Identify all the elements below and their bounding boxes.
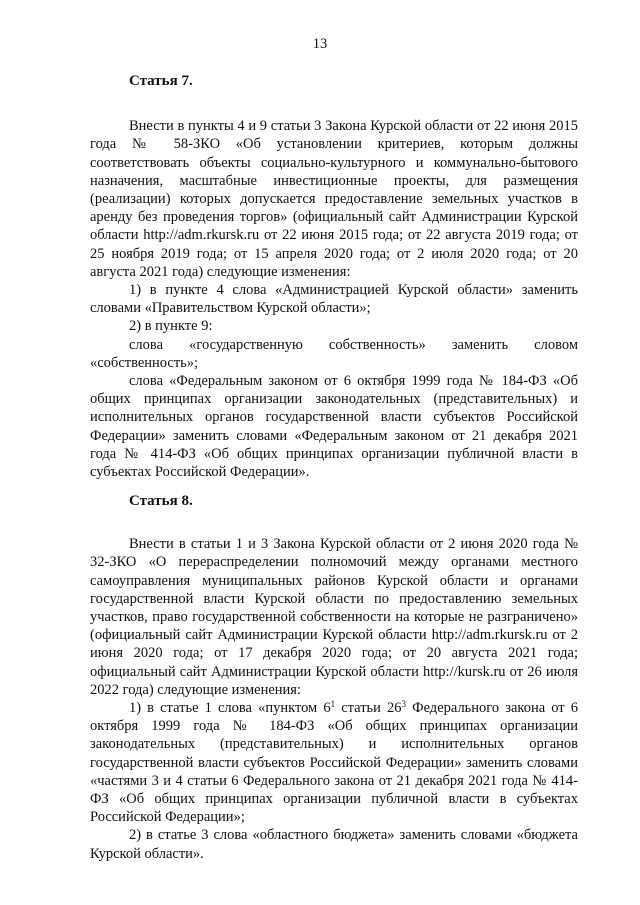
article-8-intro: Внести в статьи 1 и 3 Закона Курской области от 2 июня 2020 года № 32-ЗКО «О перераспределении полномочий между органами местного самоуправления муниципальных районов Курской области и органами государственной власти Курской области по предоставлению земельных участков, право государственной собственности на которые не разграничено» (официальный сайт Администрации Курской области http://adm.rkursk.ru от 2 июня 2020 года; от 17 декабря 2020 года; от 20 августа 2021 года; официальный сайт Администрации Курской области http://kursk.ru от 26 июля 2022 года) следующие изменения: [90,536,578,698]
page-number: 13 [312,36,328,52]
article-7-item-2-a: слова «государственную собственность» заменить словом «собственность»; [90,336,578,371]
article-8-item-1-pre: 1) в статье 1 слова «пунктом 6 [129,700,331,717]
article-7-intro: Внести в пункты 4 и 9 статьи 3 Закона Курской области от 22 июня 2015 года № 58-ЗКО «Об установлении критериев, которым должны соответствовать объекты социально-культурного и коммунально-бытового назначения, масштабные инвестиционные проекты, для размещения (реализации) которых допускается предоставление земельных участков в аренду без проведения торгов» (официальный сайт Администрации Курской области http://adm.rkursk.ru от 22 июня 2015 года; от 22 августа 2019 года; от 25 ноября 2019 года; от 15 апреля 2020 года; от 2 июля 2020 года; от 20 августа 2021 года) следующие изменения: [90,118,578,280]
article-8-item-1-mid: статьи 26 [335,700,402,717]
article-8-item-1-sup-2: 3 [401,699,407,710]
article-8-item-1 [90,699,578,826]
article-7 [90,72,578,481]
article-8 [90,492,578,863]
article-7-title: Статья 7. [129,73,193,89]
article-8-body [90,535,578,863]
article-8-item-1-post: Федерального закона от 6 октября 1999 года № 184-ФЗ «Об общих принципах организации законодательных (представительных) и исполнительных органов государственной власти субъектов Российской Федерации» заменить словами «частями 3 и 4 статьи 6 Федерального закона от 21 декабря 2021 года № 414-ФЗ «Об общих принципах организации публичной власти в субъектах Российской Федерации»; [90,700,578,826]
article-8-item-2: 2) в статье 3 слова «областного бюджета» заменить словами «бюджета Курской области». [90,827,578,862]
article-7-item-2-b: слова «Федеральным законом от 6 октября 1999 года № 184-ФЗ «Об общих принципах организации законодательных (представительных) и исполнительных органов государственной власти субъектов Российской Федерации» заменить словами «Федеральным законом от 21 декабря 2021 года № 414-ФЗ «Об общих принципах организации публичной власти в субъектах Российской Федерации». [90,373,578,481]
article-7-body [90,117,578,481]
article-8-item-1-sup-1: 1 [330,699,336,710]
article-8-title: Статья 8. [129,493,193,509]
article-7-item-2-head: 2) в пункте 9: [129,318,213,335]
article-7-item-1: 1) в пункте 4 слова «Администрацией Курской области» заменить словами «Правительством Курской области»; [90,282,578,317]
